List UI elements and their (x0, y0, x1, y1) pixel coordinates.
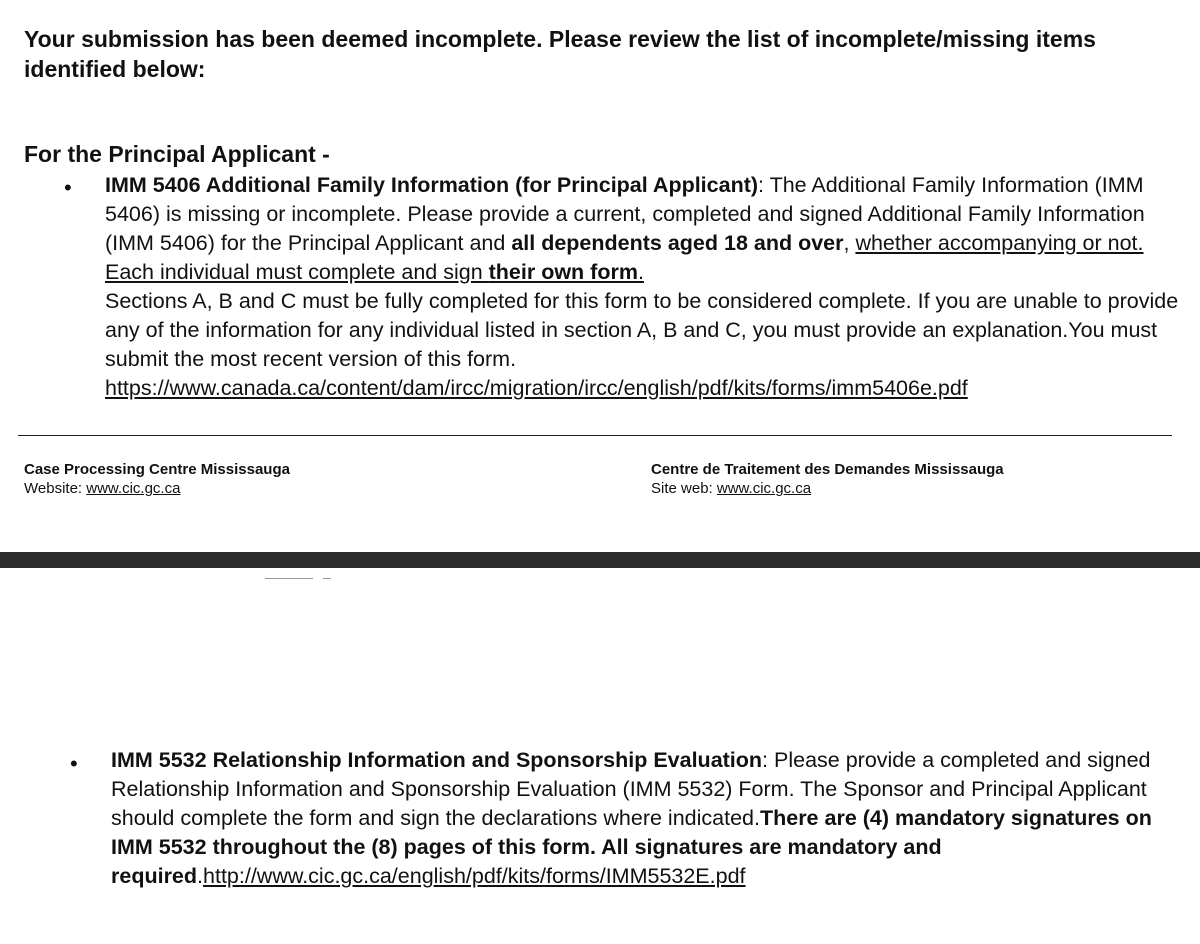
footer-right-website (651, 479, 1004, 498)
item-imm5406-underlined-bold: their own form (488, 260, 638, 284)
footer-right-website-link[interactable]: www.cic.gc.ca (716, 480, 812, 497)
item-imm5406-underlined-end: . (637, 260, 644, 284)
footer-left-website-label: Website: (24, 480, 87, 497)
item-imm5532-title: IMM 5532 Relationship Information and Sponsorship Evaluation (111, 748, 763, 772)
footer-divider (18, 435, 1172, 436)
page-separator-band (0, 552, 1200, 568)
scan-artifact (265, 578, 313, 579)
item-imm5406-sections-note: Sections A, B and C must be fully completed for this form to be considered complete. If you are unable to provide any of the information for any individual listed in section A, B and C, you must provide an explanation.You must submit the most recent version of this form. (105, 289, 1179, 371)
bullet-icon: • (64, 175, 72, 200)
item-imm5406-emphasis: all dependents aged 18 and over (511, 231, 844, 255)
item-imm5406 (105, 171, 1185, 403)
item-imm5406-title: IMM 5406 Additional Family Information (for Principal Applicant) (105, 173, 759, 197)
footer-right-website-label: Site web: (651, 480, 717, 497)
item-imm5532-emphasis: There are (4) mandatory signatures on IMM 5532 throughout the (8) pages of this form. All signatures are mandatory and required (111, 806, 1152, 888)
item-imm5406-text: : The Additional Family Information (IMM 5406) is missing or incomplete. Please provide a current, completed and signed Additional Family Information (IMM 5406) for the Principal Applicant and (105, 173, 1145, 255)
footer-right-centre-name: Centre de Traitement des Demandes Mississauga (651, 461, 1004, 478)
item-imm5406-separator: , (843, 231, 856, 255)
footer-left-centre-name: Case Processing Centre Mississauga (24, 461, 290, 478)
item-imm5532-period: . (197, 864, 204, 888)
item-imm5406-underlined-text: whether accompanying or not. Each individual must complete and sign (105, 231, 1144, 284)
imm5532-form-link[interactable]: http://www.cic.gc.ca/english/pdf/kits/forms/IMM5532E.pdf (203, 864, 746, 888)
footer-right (651, 460, 1004, 498)
notice-heading: Your submission has been deemed incomplete. Please review the list of incomplete/missing items identified below: (24, 26, 1096, 82)
principal-applicant-label: For the Principal Applicant - (24, 141, 330, 167)
imm5406-form-link[interactable]: https://www.canada.ca/content/dam/ircc/migration/ircc/english/pdf/kits/forms/imm5406e.pdf (105, 376, 968, 400)
footer-left-website (24, 479, 290, 498)
scan-artifact (323, 578, 331, 579)
item-imm5532 (111, 746, 1181, 891)
footer-left-website-link[interactable]: www.cic.gc.ca (86, 480, 181, 497)
item-imm5532-text: : Please provide a completed and signed Relationship Information and Sponsorship Evaluation (IMM 5532) Form. The Sponsor and Principal Applicant should complete the form and sign the declarations where indicated. (111, 748, 1151, 830)
bullet-icon: • (70, 751, 78, 776)
footer-left (24, 460, 290, 498)
